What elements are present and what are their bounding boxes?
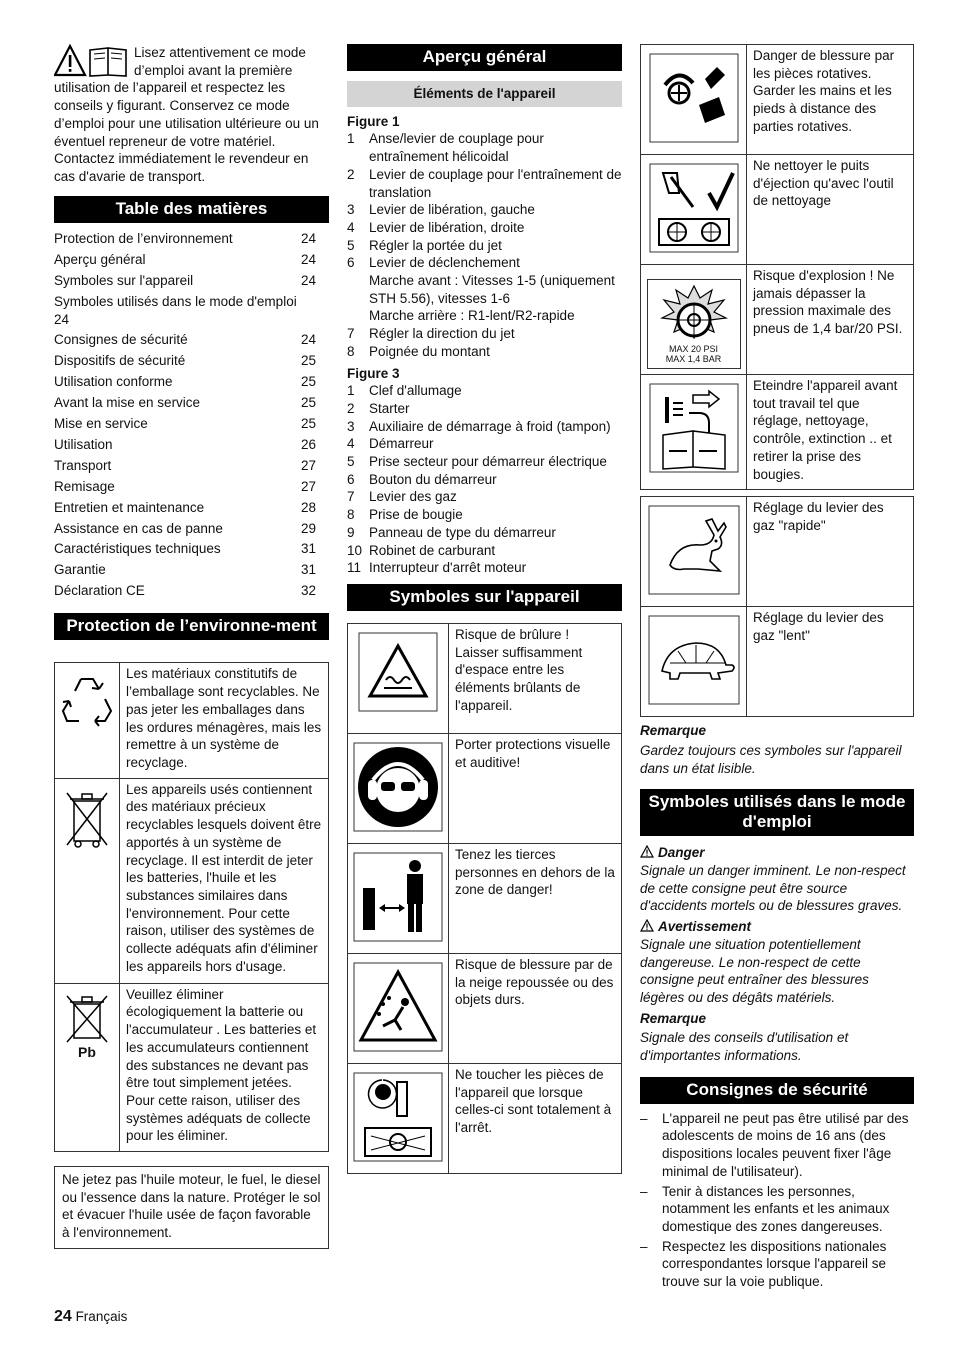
symbol-description: Les appareils usés contiennent des matériaux précieux recyclables lesquels doivent être apportés à un système de recyclage. Il est interdit de jeter les batteries, l'huile et les substances similaires dans l'environnement. Pour cette raison, utiliser des systèmes de collecte adéquats afin d'éliminer les appareils hors d'usage. xyxy=(126,781,322,974)
toc-entry-page: 24 xyxy=(301,252,317,268)
symbol-description: Porter protections visuelle et auditive! xyxy=(455,736,611,770)
env-note-box xyxy=(54,1166,329,1249)
toc-entry-page: 28 xyxy=(301,499,317,515)
symbol-description: Risque de blessure par de la neige repoussée ou des objets durs. xyxy=(455,956,614,1008)
symbol-row xyxy=(348,844,621,954)
list-item xyxy=(347,471,622,489)
list-item-text: Régler la portée du jet xyxy=(369,237,502,253)
ear-eye-protection-icon xyxy=(348,734,449,843)
list-item-text: Starter xyxy=(369,400,410,416)
toc-entry[interactable] xyxy=(54,434,329,455)
keep-distance-icon xyxy=(348,844,449,953)
pb-label: Pb xyxy=(78,1043,96,1060)
list-item-number: 2 xyxy=(347,166,355,182)
weee-bin-icon xyxy=(55,779,120,983)
list-item-text: Levier de couplage pour l'entraînement de translation xyxy=(369,166,622,200)
list-item-number: 2 xyxy=(347,400,355,416)
list-item-number: 6 xyxy=(347,255,355,271)
column-right xyxy=(640,44,914,1291)
symbol-description: Réglage du levier des gaz "rapide" xyxy=(753,500,884,533)
remark-text: Signale des conseils d'utilisation et d'importantes informations. xyxy=(640,1030,849,1064)
list-item-text: Régler la direction du jet xyxy=(369,326,515,342)
toc-entry-page: 24 xyxy=(301,231,317,247)
list-item xyxy=(347,506,622,524)
symbol-description: Les matériaux constitutifs de l’emballage sont recyclables. Ne pas jeter les emballages dans les ordures ménagères, mais les remettre à un système de recyclage. xyxy=(126,666,322,770)
caution-warning-icon xyxy=(640,919,654,932)
list-item-number: 11 xyxy=(347,560,362,576)
toc-entry-label: Utilisation conforme xyxy=(54,374,173,390)
symbol-description: Ne toucher les pièces de l'appareil que lorsque celles-ci sont totalement à l'arrêt. xyxy=(455,1066,612,1136)
toc-entry[interactable] xyxy=(54,270,329,291)
list-item-text: Démarreur xyxy=(369,436,434,452)
symbol-description: Tenez les tierces personnes en dehors de la zone de danger! xyxy=(455,846,615,898)
dash-bullet: – xyxy=(640,1110,648,1126)
toc-entry-page: 27 xyxy=(301,478,317,494)
figure-3-label: Figure 3 xyxy=(347,365,400,381)
toc-entry-label: Mise en service xyxy=(54,416,148,432)
toc-entry-page: 24 xyxy=(301,332,317,348)
toc-entry-label: Transport xyxy=(54,457,112,473)
toc-entry-label: Avant la mise en service xyxy=(54,395,201,411)
list-item xyxy=(347,201,622,219)
list-item-number: 8 xyxy=(347,343,355,359)
list-subitem: Marche arrière : R1-lent/R2-rapide xyxy=(369,308,575,324)
tire-pressure-bar: MAX 1,4 BAR xyxy=(665,353,722,364)
remark-label: Remarque xyxy=(640,1010,707,1026)
tire-pressure-psi: MAX 20 PSI xyxy=(668,343,719,354)
list-item xyxy=(347,488,622,506)
throttle-symbol-table xyxy=(640,496,914,717)
toc-entry-label: Aperçu général xyxy=(54,252,146,268)
safety-item xyxy=(640,1238,914,1291)
list-item-number: 10 xyxy=(347,542,363,558)
toc-entry[interactable] xyxy=(54,372,329,393)
list-item-number: 4 xyxy=(347,219,355,235)
toc-entry[interactable] xyxy=(54,539,329,560)
list-item-number: 1 xyxy=(347,131,355,147)
symbol-row xyxy=(641,607,913,716)
toc-entry-page: 29 xyxy=(301,520,317,536)
intro-block xyxy=(54,44,329,186)
list-item-number: 5 xyxy=(347,454,355,470)
wait-until-stopped-icon xyxy=(348,1064,449,1173)
list-item-text: Levier de déclenchement xyxy=(369,255,520,271)
footer-language: Français xyxy=(75,1309,128,1324)
symbol-row xyxy=(348,624,621,734)
dash-bullet: – xyxy=(640,1238,648,1254)
list-item xyxy=(347,325,622,343)
overview-subheading: Éléments de l'appareil xyxy=(347,81,622,107)
list-item-number: 7 xyxy=(347,326,355,342)
list-item xyxy=(347,130,622,165)
toc-entry[interactable] xyxy=(54,291,329,330)
list-item xyxy=(347,219,622,237)
thrown-objects-warning-icon xyxy=(348,954,449,1063)
figure-1-list xyxy=(347,130,622,360)
toc-entry-label: Entretien et maintenance xyxy=(54,499,205,515)
toc-heading: Table des matières xyxy=(54,196,329,223)
table-of-contents xyxy=(54,229,329,602)
battery-bin-icon xyxy=(55,984,120,1151)
toc-entry-page: 31 xyxy=(301,562,317,578)
list-item xyxy=(347,524,622,542)
toc-entry[interactable] xyxy=(54,250,329,271)
toc-entry-page: 25 xyxy=(301,416,317,432)
symbol-row xyxy=(348,954,621,1064)
toc-entry-page: 25 xyxy=(301,374,317,390)
column-left xyxy=(54,44,329,1249)
symbols-remark-label: Remarque xyxy=(640,723,707,739)
switch-off-manual-icon xyxy=(641,375,747,489)
warning-read-manual-icon xyxy=(54,44,128,78)
symbol-row xyxy=(348,1064,621,1173)
toc-entry-label: Dispositifs de sécurité xyxy=(54,353,186,369)
toc-entry-page: 26 xyxy=(301,436,317,452)
chute-cleaning-tool-icon xyxy=(641,155,747,264)
safety-heading: Consignes de sécurité xyxy=(640,1077,914,1104)
toc-entry-label: Garantie xyxy=(54,562,106,578)
figure-1-label: Figure 1 xyxy=(347,113,400,129)
list-item xyxy=(347,453,622,471)
toc-entry-label: Consignes de sécurité xyxy=(54,332,188,348)
list-item xyxy=(347,400,622,418)
toc-entry[interactable] xyxy=(54,330,329,351)
symbols-remark-text: Gardez toujours ces symboles sur l'appareil dans un état lisible. xyxy=(640,742,902,776)
warning-label-row xyxy=(640,918,914,936)
toc-entry-label: Protection de l’environnement xyxy=(54,231,233,247)
toc-entry[interactable] xyxy=(54,393,329,414)
safety-item xyxy=(640,1110,914,1181)
toc-entry-label: Déclaration CE xyxy=(54,583,145,599)
toc-entry-label: Symboles sur l'appareil xyxy=(54,273,194,288)
list-item xyxy=(347,343,622,361)
toc-entry-label: Utilisation xyxy=(54,436,113,452)
toc-entry[interactable] xyxy=(54,497,329,518)
symbol-description: Veuillez éliminer écologiquement la batterie ou l'accumulateur . Les batteries et les accumulateurs contiennent des substances ne devant pas être tout simplement jetées. Pour cette raison, utiliser des systèmes adéquats de collecte pour les éliminer. xyxy=(126,986,317,1144)
figure-3-list xyxy=(347,382,622,577)
column-middle xyxy=(347,44,622,1174)
list-item-number: 3 xyxy=(347,418,355,434)
symbol-description: Réglage du levier des gaz "lent" xyxy=(753,610,884,643)
symbol-description: Ne nettoyer le puits d'éjection qu'avec l'outil de nettoyage xyxy=(753,158,894,209)
symbol-row xyxy=(55,984,328,1151)
safety-list xyxy=(640,1110,914,1291)
symbol-row xyxy=(641,265,913,375)
safety-item-text: Tenir à distances les personnes, notamment les enfants et les animaux domestique des zones dangereuses. xyxy=(662,1183,890,1234)
list-item-text: Levier de libération, gauche xyxy=(369,202,535,218)
toc-entry-label: Remisage xyxy=(54,478,115,494)
list-item xyxy=(347,166,622,201)
toc-entry-label: Caractéristiques techniques xyxy=(54,541,221,557)
safety-item-text: Respectez les dispositions nationales correspondantes lorsque l'appareil se trouve sur la voie publique. xyxy=(662,1238,887,1290)
toc-entry-page xyxy=(302,293,329,328)
list-item-text: Bouton du démarreur xyxy=(369,471,497,487)
list-item-text: Prise secteur pour démarreur électrique xyxy=(369,454,607,470)
toc-entry[interactable] xyxy=(54,351,329,372)
list-item-text: Poignée du montant xyxy=(369,343,490,359)
list-item-number: 9 xyxy=(347,524,355,540)
toc-entry-page: 32 xyxy=(301,583,317,599)
list-item-number: 6 xyxy=(347,471,355,487)
danger-warning-icon xyxy=(640,845,654,858)
danger-text: Signale un danger imminent. Le non-respect de cette consigne peut être source d'accidents mortels ou de blessures graves. xyxy=(640,863,906,914)
list-item-text: Interrupteur d'arrêt moteur xyxy=(369,560,527,576)
page-footer xyxy=(54,1308,127,1326)
list-item-text: Clef d'allumage xyxy=(369,383,462,399)
symbol-description: Risque de brûlure ! Laisser suffisamment d'espace entre les éléments brûlants de l'appareil. xyxy=(455,626,583,713)
symbol-row xyxy=(641,497,913,607)
list-item xyxy=(347,382,622,400)
list-item xyxy=(347,542,622,560)
turtle-slow-icon xyxy=(641,607,747,716)
tire-icon-frame xyxy=(647,279,741,369)
list-item-text: Anse/levier de couplage pour entraînement hélicoidal xyxy=(369,131,544,165)
list-item xyxy=(347,435,622,453)
page-number: 24 xyxy=(54,1308,72,1325)
toc-entry-page: 25 xyxy=(301,395,317,411)
symbol-row xyxy=(55,663,328,778)
list-item-text: Panneau de type du démarreur xyxy=(369,524,556,540)
toc-entry-page: 31 xyxy=(301,541,317,557)
toc-entry-page: 27 xyxy=(301,457,317,473)
list-item-number: 4 xyxy=(347,436,355,452)
list-item-number: 7 xyxy=(347,489,355,505)
list-item-number: 8 xyxy=(347,507,355,523)
list-item xyxy=(347,559,622,577)
symbol-description: Risque d'explosion ! Ne jamais dépasser la pression maximale des pneus de 1,4 bar/20 PSI. xyxy=(753,268,903,337)
safety-item-text: L'appareil ne peut pas être utilisé par des adolescents de moins de 16 ans (des dispositions locales peuvent fixer l'âge minimal de l'utilisateur). xyxy=(662,1110,909,1179)
list-item xyxy=(347,237,622,255)
env-note-text: Ne jetez pas l'huile moteur, le fuel, le diesel ou l'essence dans la nature. Protéger le sol et évacuer l'huile usée de façon favorable à l'environnement. xyxy=(62,1172,321,1241)
list-item-text: Levier de libération, droite xyxy=(369,219,525,235)
danger-label-row xyxy=(640,844,914,862)
safety-item xyxy=(640,1183,914,1236)
symbol-row xyxy=(348,734,621,844)
symbol-description: Eteindre l'appareil avant tout travail tel que réglage, nettoyage, contrôle, extinction .. et retirer la prise des bougies. xyxy=(753,378,898,482)
warning-label: Avertissement xyxy=(658,919,752,935)
list-item-number: 1 xyxy=(347,383,355,399)
toc-entry-page: 24 xyxy=(301,273,317,288)
symbol-row xyxy=(641,155,913,265)
symbol-row xyxy=(641,45,913,155)
toc-entry[interactable] xyxy=(54,581,329,602)
tire-explosion-icon xyxy=(641,265,747,374)
symbols-heading: Symboles sur l'appareil xyxy=(347,584,622,611)
list-item-number: 3 xyxy=(347,202,355,218)
device-symbol-table xyxy=(347,623,622,1174)
symbol-description: Danger de blessure par les pièces rotatives. Garder les mains et les pieds à distance des parties rotatives. xyxy=(753,48,895,134)
toc-entry-label: Symboles utilisés dans le mode d'emploi 24 xyxy=(54,293,297,327)
list-item-text: Robinet de carburant xyxy=(369,542,496,558)
overview-heading: Aperçu général xyxy=(347,44,622,71)
hot-surface-warning-icon xyxy=(348,624,449,733)
list-item-text: Auxiliaire de démarrage à froid (tampon) xyxy=(369,418,611,434)
rotating-parts-warning-icon xyxy=(641,45,747,154)
recycle-icon xyxy=(55,663,120,777)
toc-entry[interactable] xyxy=(54,413,329,434)
symbol-row xyxy=(55,779,328,984)
toc-entry[interactable] xyxy=(54,518,329,539)
dash-bullet: – xyxy=(640,1183,648,1199)
rabbit-fast-icon xyxy=(641,497,747,606)
manual-symbols-heading: Symboles utilisés dans le mode d'emploi xyxy=(640,789,914,836)
intro-text: Lisez attentivement ce mode d’emploi avant la première utilisation de l’appareil et respectez les conseils y figurant. Conservez ce mode d’emploi pour une utilisation ultérieure ou un éventuel repreneur de votre matériel. Contactez immédiatement le revendeur en cas d'avarie de transport. xyxy=(54,45,319,184)
list-item-number: 5 xyxy=(347,237,355,253)
env-heading: Protection de l’environne-ment xyxy=(54,613,329,640)
list-item xyxy=(347,418,622,436)
symbol-row xyxy=(641,375,913,489)
env-symbol-table xyxy=(54,662,329,1152)
danger-label: Danger xyxy=(658,845,705,861)
list-item-text: Levier des gaz xyxy=(369,489,457,505)
list-item-text: Prise de bougie xyxy=(369,507,463,523)
toc-entry-page: 25 xyxy=(301,353,317,369)
device-symbol-table-continued xyxy=(640,44,914,490)
toc-entry[interactable] xyxy=(54,455,329,476)
list-item xyxy=(347,254,622,272)
list-subitem: Marche avant : Vitesses 1-5 (uniquement STH 5.56), vitesses 1-6 xyxy=(369,273,615,306)
toc-entry[interactable] xyxy=(54,476,329,497)
warning-text: Signale une situation potentiellement dangereuse. Le non-respect de cette consigne peut entraîner des blessures légères ou des dégâts matériels. xyxy=(640,936,869,1005)
toc-entry-label: Assistance en cas de panne xyxy=(54,520,223,536)
toc-entry[interactable] xyxy=(54,560,329,581)
toc-entry[interactable] xyxy=(54,229,329,250)
